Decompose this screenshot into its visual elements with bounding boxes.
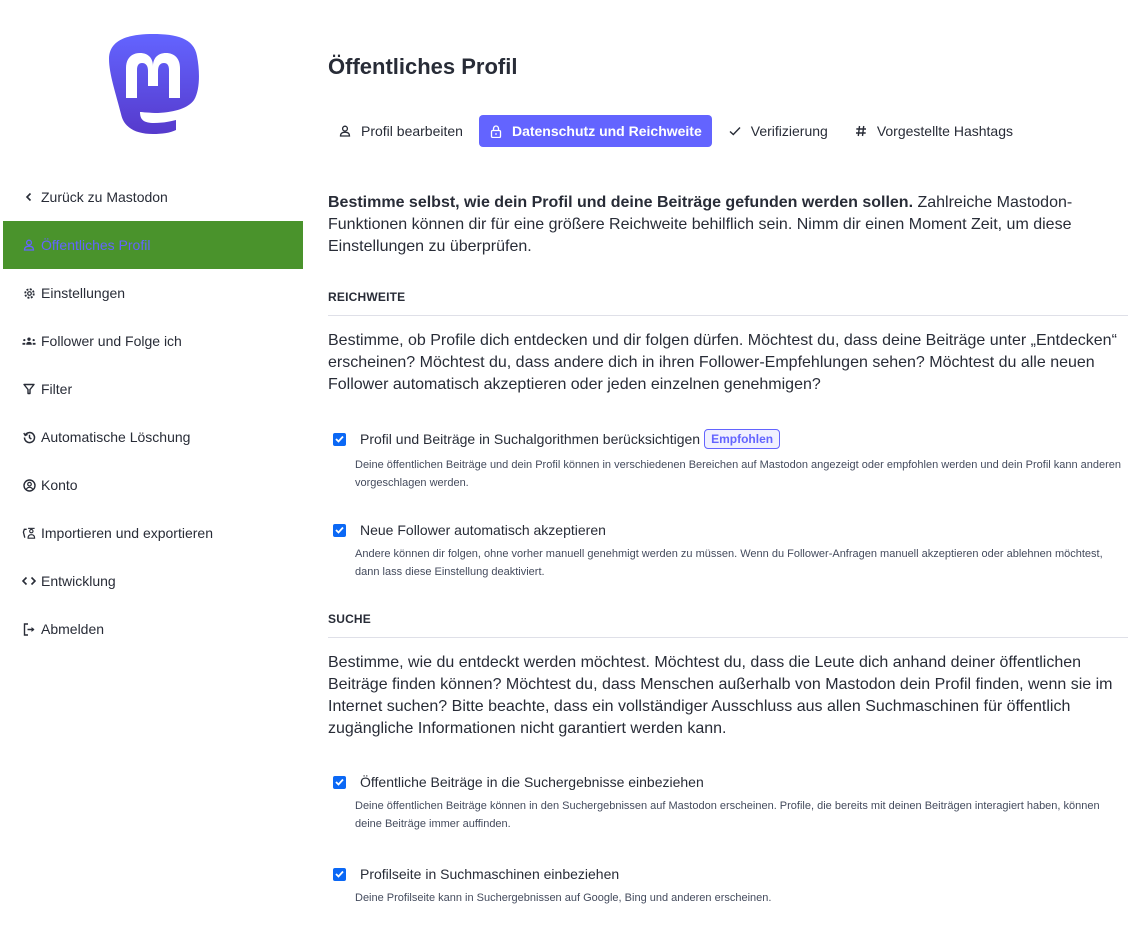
option-label[interactable]: Profilseite in Suchmaschinen einbeziehen	[360, 866, 620, 882]
auto-accept-checkbox[interactable]	[333, 524, 346, 537]
intro-bold: Bestimme selbst, wie dein Profil und deine Beiträge gefunden werden sollen.	[328, 194, 914, 211]
settings-nav	[3, 173, 303, 653]
history-icon	[22, 430, 36, 444]
sidebar	[0, 0, 310, 925]
logout-icon	[22, 622, 36, 636]
section-description-search: Bestimme, wie du entdeckt werden möchtest. Möchtest du, dass die Leute dich anhand deiner öffentlichen Beiträge finden können? Möchtest du, dass Menschen außerhalb von Mastodon dein Profil finden, wenn sie im Internet suchen? Bitte beachte, dass ein vollständiger Ausschluss aus allen Suchmaschinen für öffentlich zugängliche Informationen nicht garantiert werden kann.	[328, 654, 1113, 737]
sidebar-item-account[interactable]	[3, 461, 303, 509]
sidebar-item-import-export[interactable]	[3, 509, 303, 557]
recommended-badge: Empfohlen	[704, 429, 780, 449]
filter-icon	[22, 382, 36, 396]
tab-featured-hashtags[interactable]	[844, 115, 1023, 147]
tab-verification[interactable]	[718, 115, 838, 147]
person-icon	[22, 238, 36, 252]
option-hint: Andere können dir folgen, ohne vorher manuell genehmigt werden zu müssen. Wenn du Follower-Anfragen manuell akzeptieren oder ablehnen möchtest, dann lass diese Einstellung deaktiviert.	[355, 548, 1103, 578]
tab-edit-profile[interactable]	[328, 115, 473, 147]
tab-label: Verifizierung	[750, 123, 828, 139]
account-circle-icon	[22, 478, 36, 492]
section-title-reach: REICHWEITE	[328, 290, 1128, 316]
search-engine-checkbox[interactable]	[333, 868, 346, 881]
sidebar-item-logout[interactable]	[3, 605, 303, 653]
option-label[interactable]: Öffentliche Beiträge in die Suchergebnisse einbeziehen	[360, 774, 704, 790]
sidebar-item-label: Follower und Folge ich	[41, 333, 182, 349]
section-description-reach: Bestimme, ob Profile dich entdecken und dir folgen dürfen. Möchtest du, dass deine Beiträge unter „Entdecken“ erscheinen? Möchtest du, dass andere dich in ihren Follower-Empfehlungen sehen? Möchtest du alle neuen Follower automatisch akzeptieren oder jeden einzelnen genehmigen?	[328, 332, 1117, 393]
option-label[interactable]: Neue Follower automatisch akzeptieren	[360, 522, 606, 538]
sidebar-item-filter[interactable]	[3, 365, 303, 413]
sidebar-item-label: Importieren und exportieren	[41, 525, 213, 541]
option-discoverable	[328, 429, 1128, 492]
sidebar-item-back[interactable]	[3, 173, 303, 221]
sidebar-item-settings[interactable]	[3, 269, 303, 317]
option-hint: Deine öffentlichen Beiträge können in den Suchergebnissen auf Mastodon erscheinen. Profile, die bereits mit deinen Beiträgen interagiert haben, können deine Beiträge immer auffinden.	[355, 800, 1100, 830]
tab-label: Profil bearbeiten	[361, 123, 463, 139]
person-icon	[338, 124, 352, 138]
chevron-left-icon	[22, 190, 36, 204]
tab-label: Vorgestellte Hashtags	[876, 123, 1014, 139]
import-export-icon	[22, 526, 36, 540]
tab-label: Datenschutz und Reichweite	[511, 123, 702, 139]
sidebar-item-label: Entwicklung	[41, 573, 116, 589]
indexable-posts-checkbox[interactable]	[333, 776, 346, 789]
sidebar-item-label: Filter	[41, 381, 73, 397]
page-title: Öffentliches Profil	[328, 54, 518, 79]
sidebar-item-development[interactable]	[3, 557, 303, 605]
mastodon-logo-icon[interactable]	[106, 34, 200, 134]
section-title-search: SUCHE	[328, 612, 1128, 638]
option-hint: Deine öffentlichen Beiträge und dein Profil können in verschiedenen Bereichen auf Mastodon angezeigt oder empfohlen werden und dein Profil kann anderen vorgeschlagen werden.	[355, 459, 1122, 489]
profile-tabs	[328, 115, 1029, 147]
sidebar-item-label: Öffentliches Profil	[41, 237, 151, 253]
sidebar-item-label: Einstellungen	[41, 285, 126, 301]
sidebar-item-label: Konto	[41, 477, 78, 493]
option-hint: Deine Profilseite kann in Suchergebnissen auf Google, Bing und anderen erscheinen.	[355, 892, 772, 904]
intro-rest: Zahlreiche Mastodon-Funktionen können dir für eine größere Reichweite behilflich sein. Nimm dir einen Moment Zeit, um diese Einstellungen zu überprüfen.	[328, 194, 1073, 255]
sidebar-item-public-profile[interactable]	[3, 221, 303, 269]
sidebar-item-label: Zurück zu Mastodon	[41, 189, 168, 205]
tab-privacy-reach[interactable]	[479, 115, 712, 147]
sidebar-item-auto-delete[interactable]	[3, 413, 303, 461]
hashtag-icon	[854, 124, 868, 138]
group-icon	[22, 334, 36, 348]
check-icon	[728, 124, 742, 138]
option-search-engine-indexing	[328, 866, 1128, 907]
option-label[interactable]: Profil und Beiträge in Suchalgorithmen berücksichtigen	[360, 431, 701, 447]
lock-icon	[489, 124, 503, 138]
sidebar-item-label: Abmelden	[41, 621, 105, 637]
sidebar-item-label: Automatische Löschung	[41, 429, 191, 445]
option-auto-accept-followers	[328, 522, 1128, 581]
sidebar-item-followers[interactable]	[3, 317, 303, 365]
code-icon	[22, 574, 36, 588]
intro-text	[328, 192, 1128, 258]
discoverable-checkbox[interactable]	[333, 433, 346, 446]
option-indexable-posts	[328, 774, 1128, 833]
gear-icon	[22, 286, 36, 300]
